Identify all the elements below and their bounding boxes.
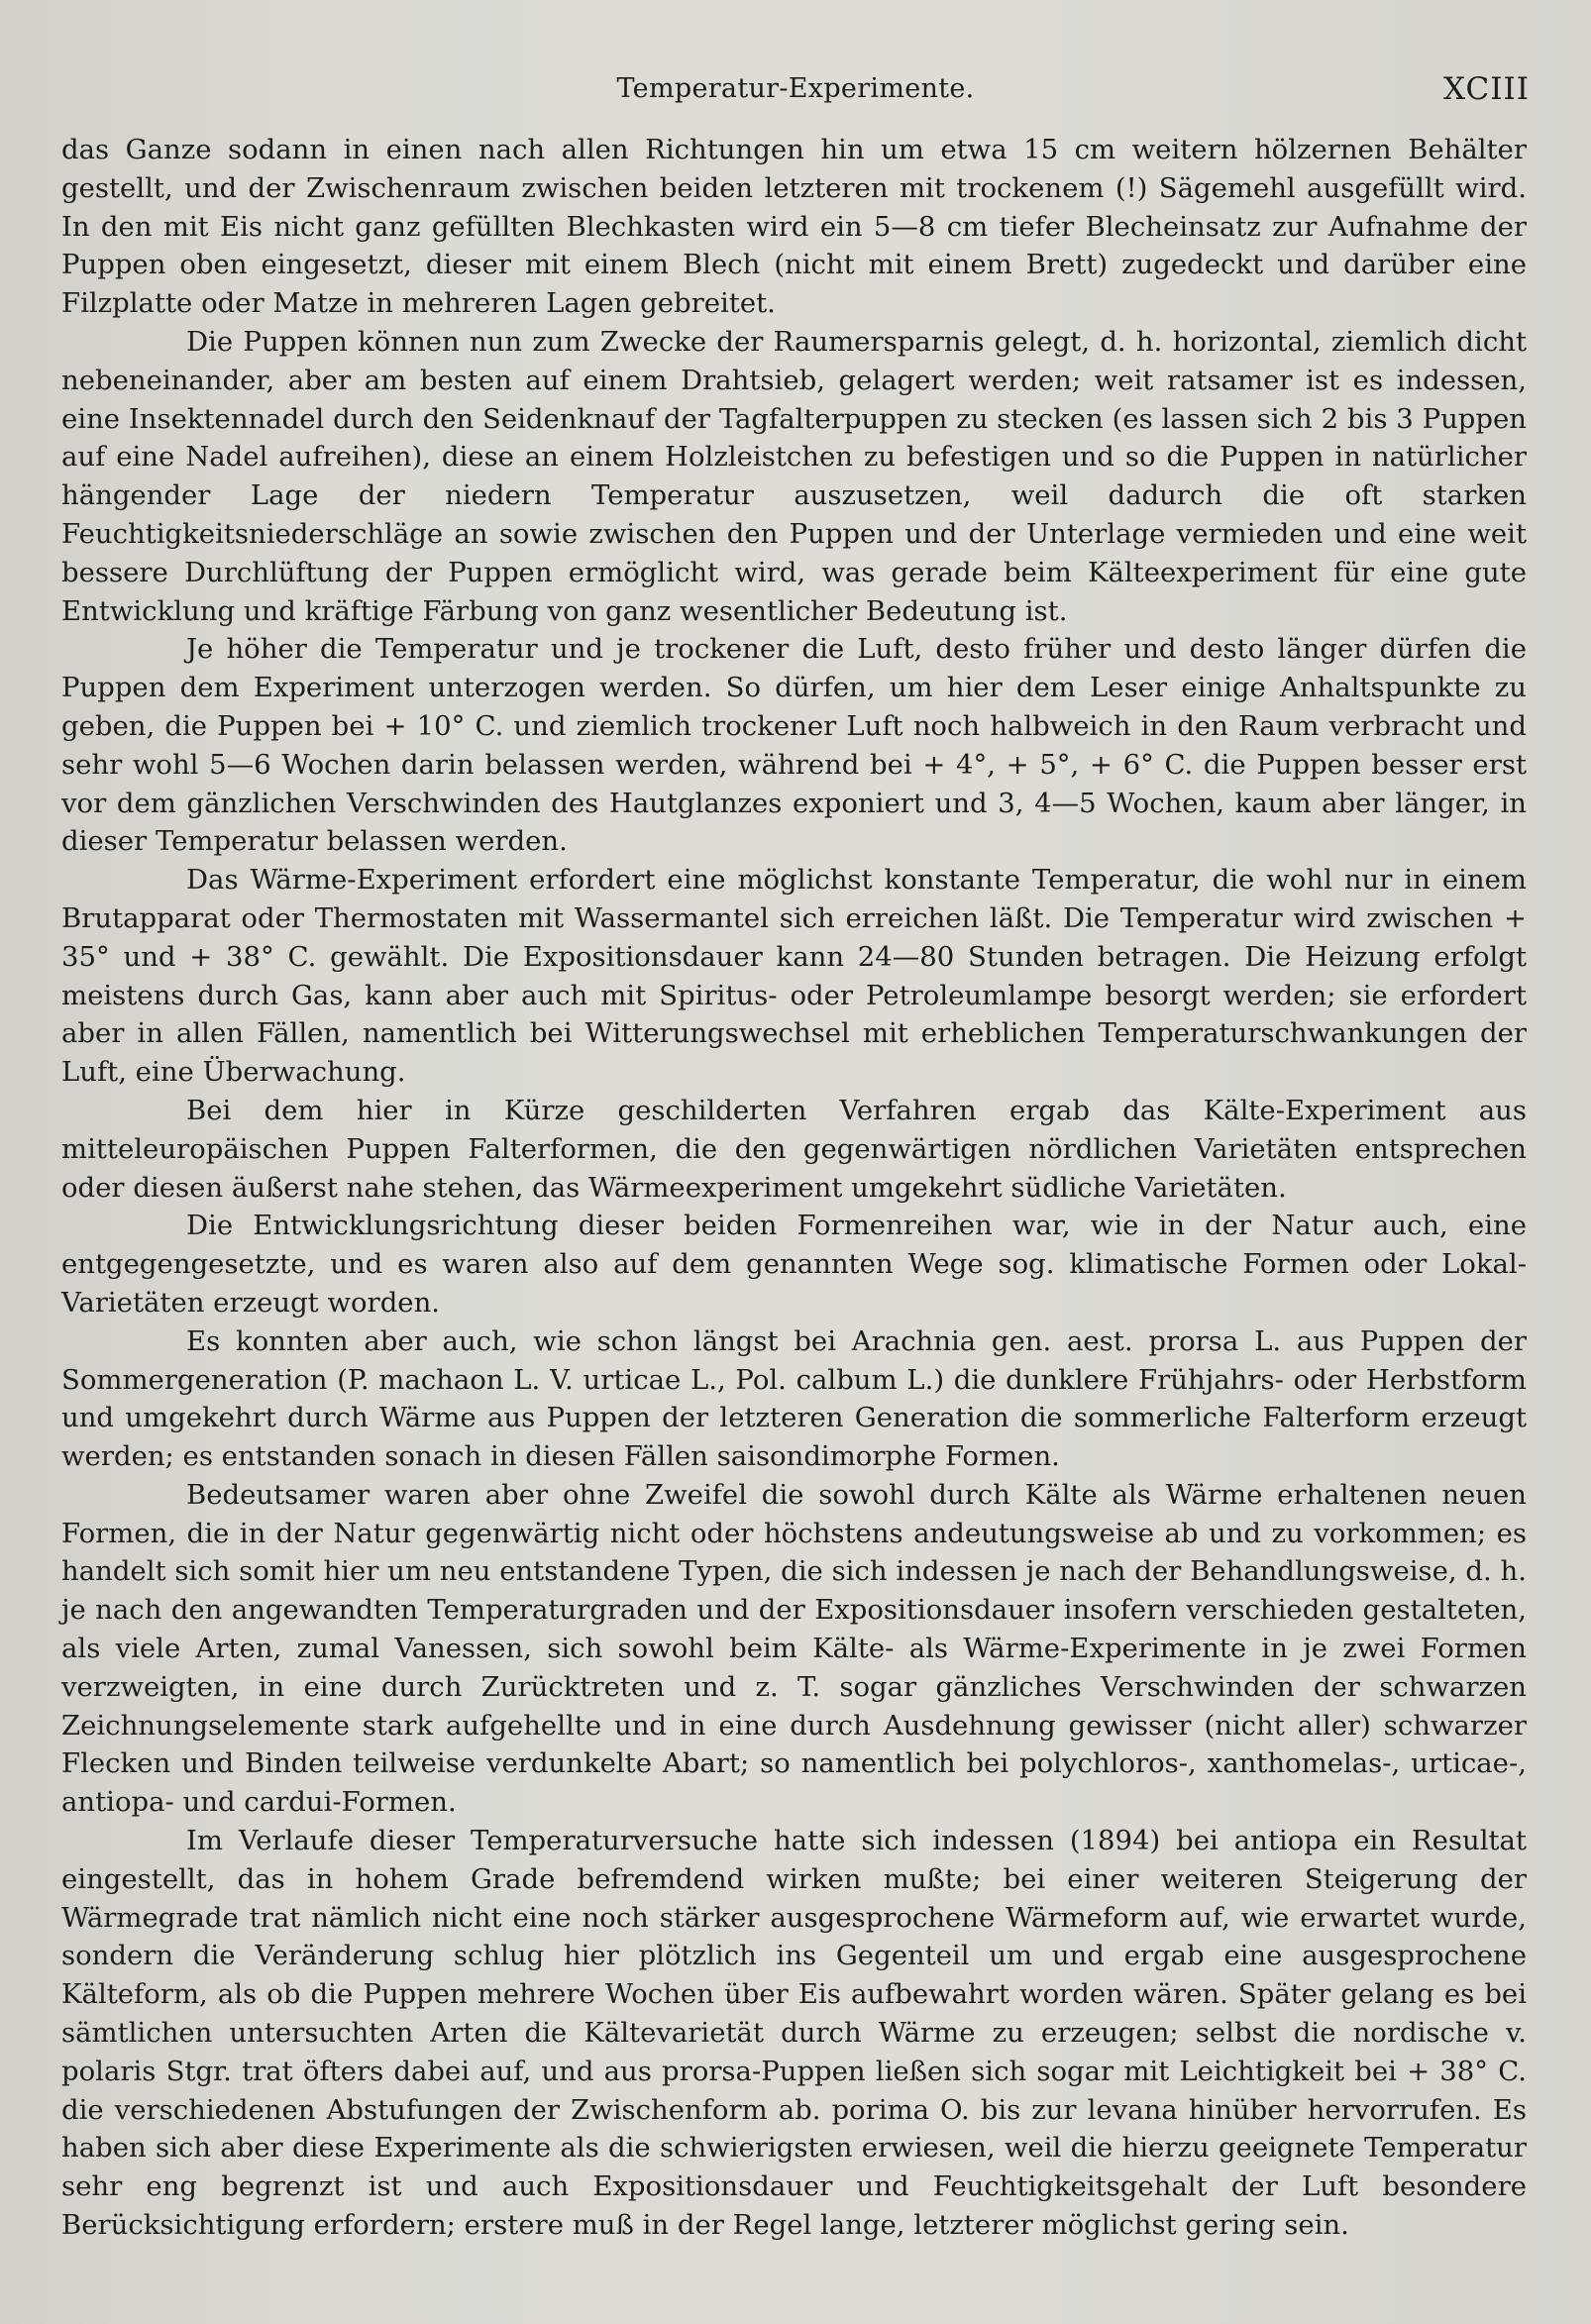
paragraph: Bei dem hier in Kürze geschilderten Verfahren ergab das Kälte-Experiment aus mitteleuropäischen Puppen Falterformen, die den gegenwärtigen nördlichen Varietäten entsprechen oder diesen äußerst nahe stehen, das Wärmeexperiment umgekehrt südliche Varietäten.	[61, 1094, 1527, 1204]
paragraph: Je höher die Temperatur und je trockener die Luft, desto früher und desto länger dürfen die Puppen dem Experiment unterzogen werden. So dürfen, um hier dem Leser einige Anhaltspunkte zu geben, die Puppen bei + 10° C. und ziemlich trockener Luft noch halbweich in den Raum verbracht und sehr wohl 5—6 Wochen darin belassen werden, während bei + 4°, + 5°, + 6° C. die Puppen besser erst vor dem gänzlichen Verschwinden des Hautglanzes exponiert und 3, 4—5 Wochen, kaum aber länger, in dieser Temperatur belassen werden.	[61, 633, 1527, 858]
page-header	[61, 73, 1530, 113]
running-title: Temperatur-Experimente.	[616, 73, 975, 104]
paragraph: Die Puppen können nun zum Zwecke der Raumersparnis gelegt, d. h. horizontal, ziemlich dicht nebeneinander, aber am besten auf einem Drahtsieb, gelagert werden; weit ratsamer ist es indessen, eine Insektennadel durch den Seidenknauf der Tagfalterpuppen zu stecken (es lassen sich 2 bis 3 Puppen auf eine Nadel aufreihen), diese an einem Holzleistchen zu befestigen und so die Puppen in natürlicher hängender Lage der niedern Temperatur auszusetzen, weil dadurch die oft starken Feuchtigkeitsniederschläge an sowie zwischen den Puppen und der Unterlage vermieden und eine weit bessere Durchlüftung der Puppen ermöglicht wird, was gerade beim Kälteexperiment für eine gute Entwicklung und kräftige Färbung von ganz wesentlicher Bedeutung ist.	[61, 325, 1527, 627]
paragraph: Bedeutsamer waren aber ohne Zweifel die sowohl durch Kälte als Wärme erhaltenen neuen Formen, die in der Natur gegenwärtig nicht oder höchstens andeutungsweise ab und zu vorkommen; es handelt sich somit hier um neu entstandene Typen, die sich indessen je nach der Behandlungsweise, d. h. je nach den angewandten Temperaturgraden und der Expositionsdauer insofern verschieden gestalteten, als viele Arten, zumal Vanessen, sich sowohl beim Kälte- als Wärme-Experimente in je zwei Formen verzweigten, in eine durch Zurücktreten und z. T. sogar gänzliches Verschwinden der schwarzen Zeichnungselemente stark aufgehellte und in eine durch Ausdehnung gewisser (nicht aller) schwarzer Flecken und Binden teilweise verdunkelte Abart; so namentlich bei polychloros-, xanthomelas-, urticae-, antiopa- und cardui-Formen.	[61, 1478, 1527, 1819]
paragraph: das Ganze sodann in einen nach allen Richtungen hin um etwa 15 cm weitern hölzernen Behälter gestellt, und der Zwischenraum zwischen beiden letzteren mit trockenem (!) Sägemehl ausgefüllt wird. In den mit Eis nicht ganz gefüllten Blechkasten wird ein 5—8 cm tiefer Blecheinsatz zur Aufnahme der Puppen oben eingesetzt, dieser mit einem Blech (nicht mit einem Brett) zugedeckt und darüber eine Filzplatte oder Matze in mehreren Lagen gebreitet.	[61, 134, 1527, 320]
paragraph: Im Verlaufe dieser Temperaturversuche hatte sich indessen (1894) bei antiopa ein Resultat eingestellt, das in hohem Grade befremdend wirken mußte; bei einer weiteren Steigerung der Wärmegrade trat nämlich nicht eine noch stärker ausgesprochene Wärmeform auf, wie erwartet wurde, sondern die Veränderung schlug hier plötzlich ins Gegenteil um und ergab eine ausgesprochene Kälteform, als ob die Puppen mehrere Wochen über Eis aufbewahrt worden wären. Später gelang es bei sämtlichen untersuchten Arten die Kältevarietät durch Wärme zu erzeugen; selbst die nordische v. polaris Stgr. trat öfters dabei auf, und aus prorsa-Puppen ließen sich sogar mit Leichtigkeit bei + 38° C. die verschiedenen Abstufungen der Zwischenform ab. porima O. bis zur levana hinüber hervorrufen. Es haben sich aber diese Experimente als die schwierigsten erwiesen, weil die hierzu geeignete Temperatur sehr eng begrenzt ist und auch Expositionsdauer und Feuchtigkeitsgehalt der Luft besondere Berücksichtigung erfordern; erstere muß in der Regel lange, letzterer möglichst gering sein.	[61, 1825, 1527, 2242]
paragraph: Die Entwicklungsrichtung dieser beiden Formenreihen war, wie in der Natur auch, eine entgegengesetzte, und es waren also auf dem genannten Wege sog. klimatische Formen oder Lokal-Varietäten erzeugt worden.	[61, 1210, 1527, 1319]
paragraph: Es konnten aber auch, wie schon längst bei Arachnia gen. aest. prorsa L. aus Puppen der Sommergeneration (P. machaon L. V. urticae L., Pol. calbum L.) die dunklere Frühjahrs- oder Herbstform und umgekehrt durch Wärme aus Puppen der letzteren Generation die sommerliche Falterform erzeugt werden; es entstanden sonach in diesen Fällen saisondimorphe Formen.	[61, 1324, 1527, 1473]
page-number: XCIII	[1443, 71, 1530, 107]
body-text	[61, 131, 1527, 2245]
paragraph: Das Wärme-Experiment erfordert eine möglichst konstante Temperatur, die wohl nur in einem Brutapparat oder Thermostaten mit Wassermantel sich erreichen läßt. Die Temperatur wird zwischen + 35° und + 38° C. gewählt. Die Expositionsdauer kann 24—80 Stunden betragen. Die Heizung erfolgt meistens durch Gas, kann aber auch mit Spiritus- oder Petroleumlampe besorgt werden; sie erfordert aber in allen Fällen, namentlich bei Witterungswechsel mit erheblichen Temperaturschwankungen der Luft, eine Überwachung.	[61, 864, 1527, 1089]
